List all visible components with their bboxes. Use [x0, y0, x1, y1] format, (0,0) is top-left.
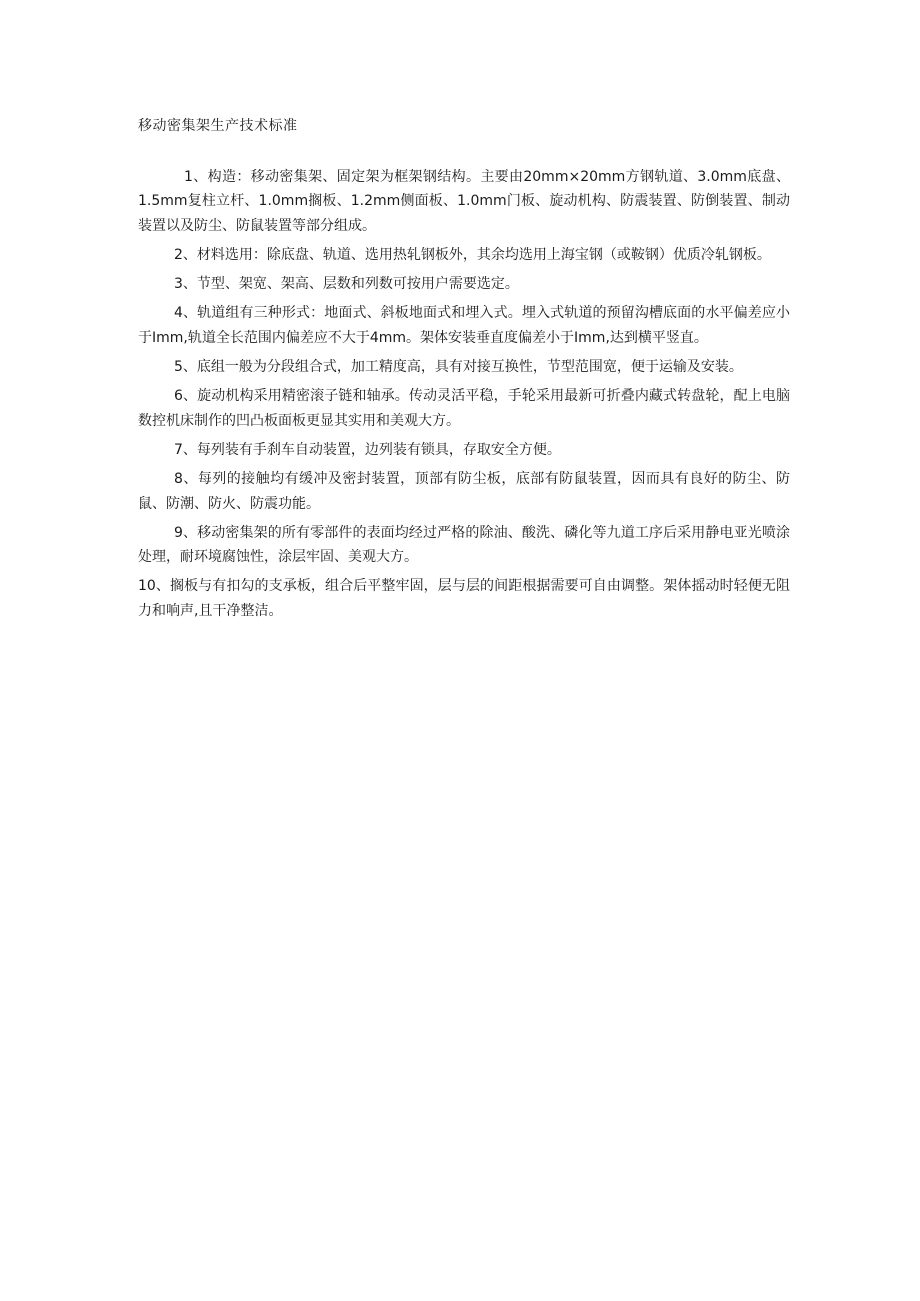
paragraph-dimensions: 3、节型、架宽、架高、层数和列数可按用户需要选定。: [174, 276, 519, 293]
paragraph-rotation-mechanism: 6、旋动机构采用精密滚子链和轴承。传动灵活平稳，手轮采用最新可折叠内藏式转盘轮，配上电脑数控机床制作的凹凸板面板更显其实用和美观大方。: [138, 388, 790, 429]
paragraph-base-assembly: 5、底组一般为分段组合式，加工精度高，具有对接互换性，节型范围宽，便于运输及安装。: [174, 359, 743, 376]
paragraph-sealing-protection: 8、每列的接触均有缓冲及密封装置，顶部有防尘板，底部有防鼠装置，因而具有良好的防尘、防鼠、防潮、防火、防震功能。: [138, 471, 790, 512]
paragraph-construction: 1、构造：移动密集架、固定架为框架钢结构。主要由20mm×20mm方钢轨道、3.0mm底盘、1.5mm复柱立杆、1.0mm搁板、1.2mm侧面板、1.0mm门板、旋动机构、防震装置、防倒装置、制动装置以及防尘、防鼠装置等部分组成。: [138, 169, 790, 234]
paragraph-shelves: 10、搁板与有扣勾的支承板，组合后平整牢固，层与层的间距根据需要可自由调整。架体摇动时轻便无阻力和响声,且干净整洁。: [138, 578, 790, 619]
document-body: [138, 165, 790, 628]
paragraph-materials: 2、材料选用：除底盘、轨道、选用热轧钢板外，其余均选用上海宝钢（或鞍钢）优质冷轧钢板。: [174, 246, 771, 263]
paragraph-brakes-locks: 7、每列装有手刹车自动装置，边列装有锁具，存取安全方便。: [174, 441, 561, 458]
document-title: 移动密集架生产技术标准: [138, 118, 298, 134]
paragraph-surface-treatment: 9、移动密集架的所有零部件的表面均经过严格的除油、酸洗、磷化等九道工序后采用静电亚光喷涂处理，耐环境腐蚀性，涂层牢固、美观大方。: [138, 524, 790, 566]
paragraph-rails: 4、轨道组有三种形式：地面式、斜板地面式和埋入式。埋入式轨道的预留沟槽底面的水平偏差应小于Imm,轨道全长范围内偏差应不大于4mm。架体安装垂直度偏差小于Imm,达到横平竖直。: [138, 305, 790, 346]
